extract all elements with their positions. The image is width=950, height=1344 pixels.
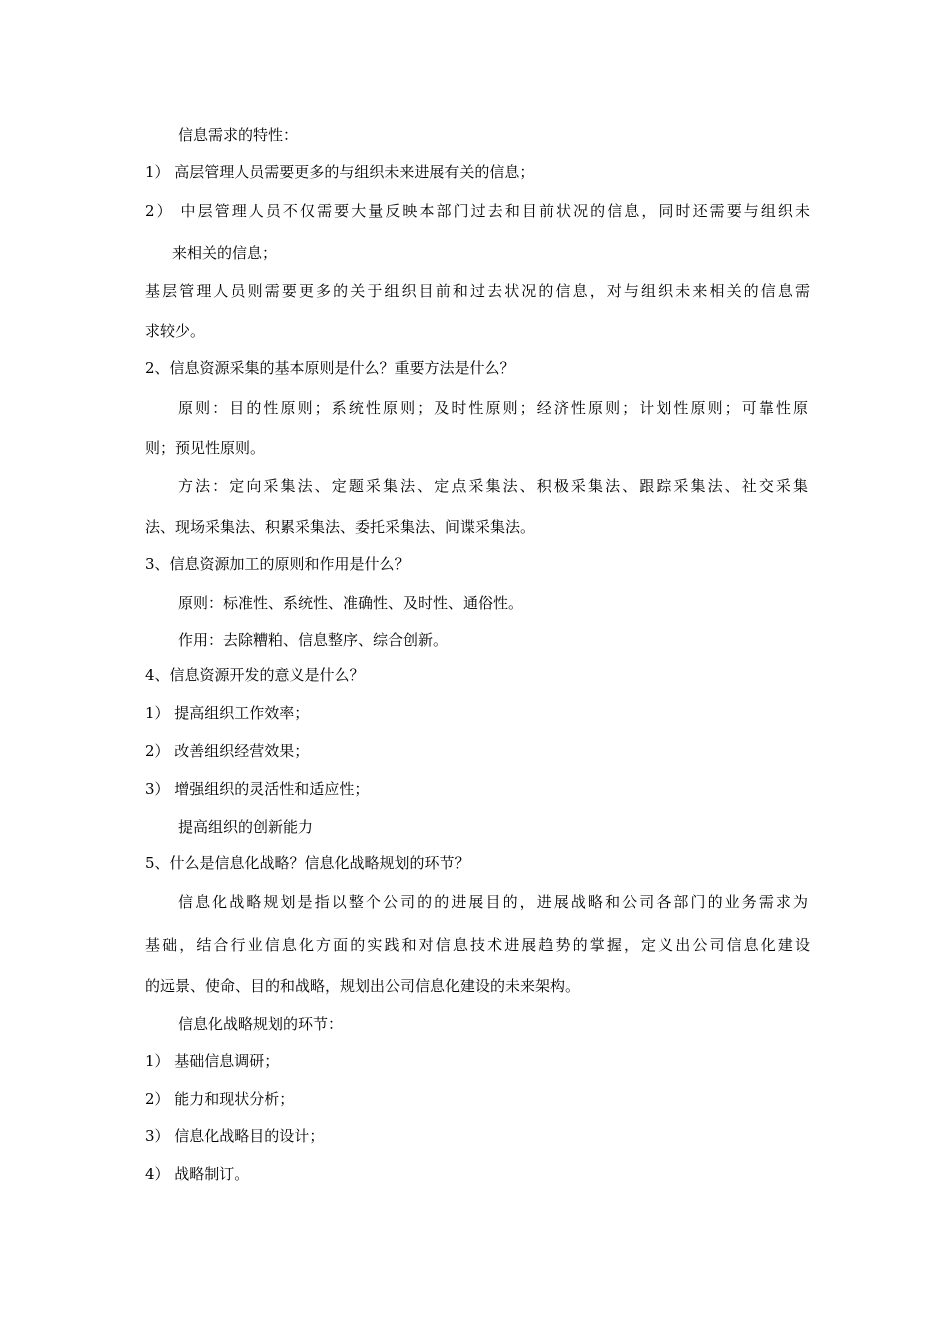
- paragraph-line: 方法：定向采集法、定题采集法、定点采集法、积极采集法、跟踪采集法、社交采集: [178, 477, 808, 495]
- list-item-continuation: 来相关的信息；: [172, 244, 278, 262]
- paragraph-line: 则；预见性原则。: [145, 439, 266, 457]
- question-heading: 2、信息资源采集的基本原则是什么？重要方法是什么？: [145, 359, 515, 377]
- paragraph-line: 基础，结合行业信息化方面的实践和对信息技术进展趋势的掌握，定义出公司信息化建设: [145, 936, 810, 954]
- question-heading: 4、信息资源开发的意义是什么？: [145, 666, 365, 684]
- list-item: 3） 信息化战略目的设计；: [145, 1127, 325, 1145]
- paragraph-line: 信息化战略规划是指以整个公司的的进展目的，进展战略和公司各部门的业务需求为: [178, 893, 808, 911]
- list-item: 1） 高层管理人员需要更多的与组织未来进展有关的信息；: [145, 163, 535, 181]
- paragraph-line: 的远景、使命、目的和战略，规划出公司信息化建设的未来架构。: [145, 977, 581, 995]
- list-item: 1） 提高组织工作效率；: [145, 704, 310, 722]
- list-item: 2） 能力和现状分析；: [145, 1090, 295, 1108]
- paragraph-line: 原则：目的性原则；系统性原则；及时性原则；经济性原则；计划性原则；可靠性原: [178, 399, 808, 417]
- list-item: 1） 基础信息调研；: [145, 1052, 280, 1070]
- list-item: 3） 增强组织的灵活性和适应性；: [145, 780, 370, 798]
- list-item: 2） 中层管理人员不仅需要大量反映本部门过去和目前状况的信息，同时还需要与组织未: [145, 202, 810, 220]
- paragraph-line: 原则：标准性、系统性、准确性、及时性、通俗性。: [178, 594, 524, 612]
- paragraph-line: 作用：去除糟粕、信息整序、综合创新。: [178, 631, 449, 649]
- section-intro-line: 信息需求的特性：: [178, 126, 299, 144]
- paragraph-line: 信息化战略规划的环节：: [178, 1015, 344, 1033]
- list-item: 2） 改善组织经营效果；: [145, 742, 310, 760]
- question-heading: 5、什么是信息化战略？信息化战略规划的环节？: [145, 854, 470, 872]
- paragraph-line: 求较少。: [145, 322, 206, 340]
- paragraph-line: 基层管理人员则需要更多的关于组织目前和过去状况的信息，对与组织未来相关的信息需: [145, 282, 810, 300]
- list-item: 4） 战略制订。: [145, 1165, 250, 1183]
- paragraph-line: 法、现场采集法、积累采集法、委托采集法、间谍采集法。: [145, 518, 536, 536]
- list-item: 提高组织的创新能力: [178, 818, 314, 836]
- question-heading: 3、信息资源加工的原则和作用是什么？: [145, 555, 410, 573]
